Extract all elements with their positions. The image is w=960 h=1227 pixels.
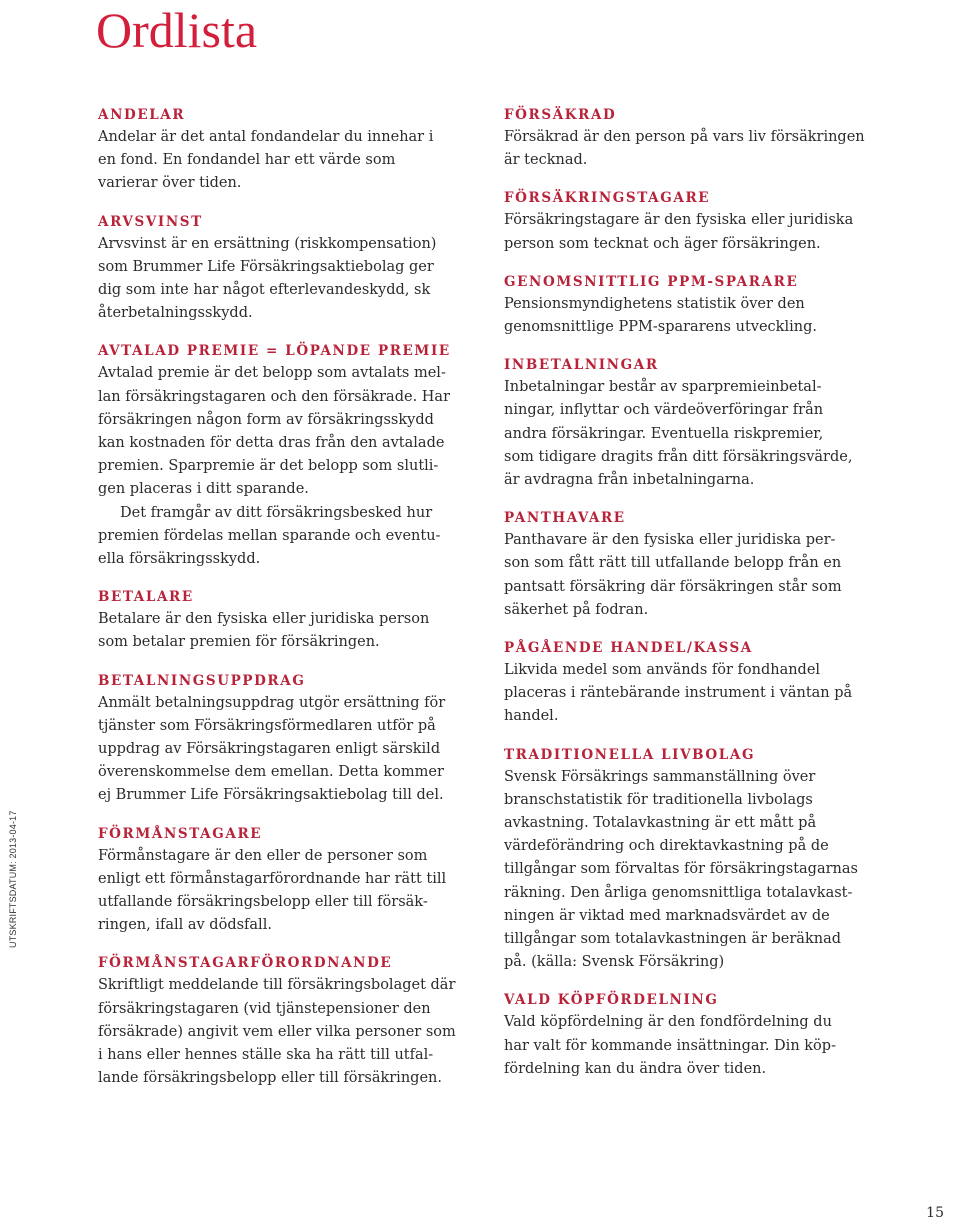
glossary-entry-inbetalningar	[504, 354, 890, 492]
glossary-definition: Försäkrad är den person på vars liv försäkringen är tecknad.	[504, 129, 865, 169]
glossary-entry-traditionella-livbolag	[504, 744, 890, 975]
glossary-entry-genomsnittlig-ppm-sparare	[504, 271, 890, 339]
page-number: 15	[926, 1205, 944, 1221]
glossary-term: PANTHAVARE	[504, 510, 626, 527]
glossary-entry-formanstagarforordnande	[98, 952, 478, 1090]
glossary-entry-vald-kopfordelning	[504, 989, 890, 1081]
glossary-definition: Betalare är den fysiska eller juridiska person som betalar premien för försäkringen.	[98, 611, 430, 651]
glossary-definition: Panthavare är den fysiska eller juridiska per- son som fått rätt till utfallande belopp från en pantsatt försäkring där försäkringen står som säkerhet på fodran.	[504, 532, 842, 618]
glossary-entry-andelar	[98, 104, 478, 196]
glossary-definition-continued: Det framgår av ditt försäkringsbesked hur premien fördelas mellan sparande och eventu- ella försäkringsskydd.	[98, 504, 441, 568]
glossary-term: BETALARE	[98, 589, 194, 606]
glossary-definition: Svensk Försäkrings sammanställning över branschstatistik för traditionella livbolags avkastning. Totalavkastning är ett mått på värdeförändring och direktavkastning på de tillgångar som förvaltas för försäkringstagarnas räkning. Den årliga genomsnittliga totalavkast- ningen är viktad med marknadsvärdet av de tillgångar som totalavkastningen är beräknad på. (källa: Svensk Försäkring)	[504, 768, 858, 971]
glossary-term: BETALNINGSUPPDRAG	[98, 672, 306, 689]
page-title: Ordlista	[96, 2, 258, 58]
glossary-definition: Andelar är det antal fondandelar du innehar i en fond. En fondandel har ett värde som varierar över tiden.	[98, 129, 434, 192]
glossary-entry-betalningsuppdrag	[98, 670, 478, 808]
glossary-entry-pagaende-handel-kassa	[504, 637, 890, 729]
glossary-entry-forsakringstagare	[504, 187, 890, 255]
glossary-definition: Vald köpfördelning är den fondfördelning du har valt för kommande insättningar. Din köp- fördelning kan du ändra över tiden.	[504, 1014, 836, 1077]
glossary-definition: Inbetalningar består av sparpremieinbetal- ningar, inflyttar och värdeöverföringar från andra försäkringar. Eventuella riskpremier, som tidigare dragits från ditt försäkringsvärde, är avdragna från inbetalningarna.	[504, 379, 853, 489]
glossary-definition: Likvida medel som används för fondhandel placeras i räntebärande instrument i väntan på handel.	[504, 662, 853, 725]
glossary-term: INBETALNINGAR	[504, 357, 659, 374]
glossary-term: FÖRSÄKRINGSTAGARE	[504, 190, 711, 207]
glossary-term: VALD KÖPFÖRDELNING	[504, 992, 719, 1009]
glossary-definition: Arvsvinst är en ersättning (riskkompensation) som Brummer Life Försäkringsaktiebolag ger dig som inte har något efterlevandeskydd, sk återbetalningsskydd.	[98, 235, 437, 322]
glossary-definition: Förmånstagare är den eller de personer som enligt ett förmånstagarförordnande har rätt till utfallande försäkringsbelopp eller till försäk- ringen, ifall av dödsfall.	[98, 847, 447, 934]
glossary-definition: Anmält betalningsuppdrag utgör ersättning för tjänster som Försäkringsförmedlaren utför på uppdrag av Försäkringstagaren enligt särskild överenskommelse dem emellan. Detta kommer ej Brummer Life Försäkringsaktiebolag till del.	[98, 694, 446, 804]
glossary-term: ARVSVINST	[98, 213, 203, 230]
glossary-entry-betalare	[98, 586, 478, 654]
glossary-term: AVTALAD PREMIE = LÖPANDE PREMIE	[98, 343, 451, 360]
glossary-definition: Försäkringstagare är den fysiska eller juridiska person som tecknat och äger försäkringen.	[504, 212, 854, 252]
glossary-term: PÅGÅENDE HANDEL/KASSA	[504, 640, 753, 657]
glossary-term: FÖRSÄKRAD	[504, 107, 617, 123]
glossary-definition: Pensionsmyndighetens statistik över den genomsnittlige PPM-spararens utveckling.	[504, 295, 817, 336]
glossary-definition: Skriftligt meddelande till försäkringsbolaget där försäkringstagaren (vid tjänstepensioner den försäkrade) angivit vem eller vilka personer som i hans eller hennes ställe ska ha rätt till utfal- lande försäkringsbelopp eller till försäkringen.	[98, 977, 456, 1087]
glossary-term: TRADITIONELLA LIVBOLAG	[504, 746, 756, 763]
glossary-right-column	[504, 104, 890, 1081]
glossary-term: FÖRMÅNSTAGARE	[98, 825, 263, 842]
glossary-entry-formanstagare	[98, 823, 478, 938]
glossary-entry-avtalad-premie	[98, 340, 478, 571]
glossary-left-column	[98, 104, 478, 1091]
glossary-term: ANDELAR	[98, 107, 186, 123]
glossary-entry-arvsvinst	[98, 211, 478, 326]
print-date-note: UTSKRIFTSDATUM: 2013-04-17	[8, 810, 18, 948]
glossary-entry-panthavare	[504, 507, 890, 622]
glossary-entry-forsakrad	[504, 104, 890, 172]
glossary-term: FÖRMÅNSTAGARFÖRORDNANDE	[98, 955, 393, 972]
glossary-term: GENOMSNITTLIG PPM-SPARARE	[504, 273, 799, 290]
glossary-definition: Avtalad premie är det belopp som avtalats mel- lan försäkringstagaren och den försäkrade. Har försäkringen någon form av försäkringsskydd kan kostnaden för detta dras från den avtalade premien. Sparpremie är det belopp som slutli- gen placeras i ditt sparande.	[98, 365, 451, 498]
